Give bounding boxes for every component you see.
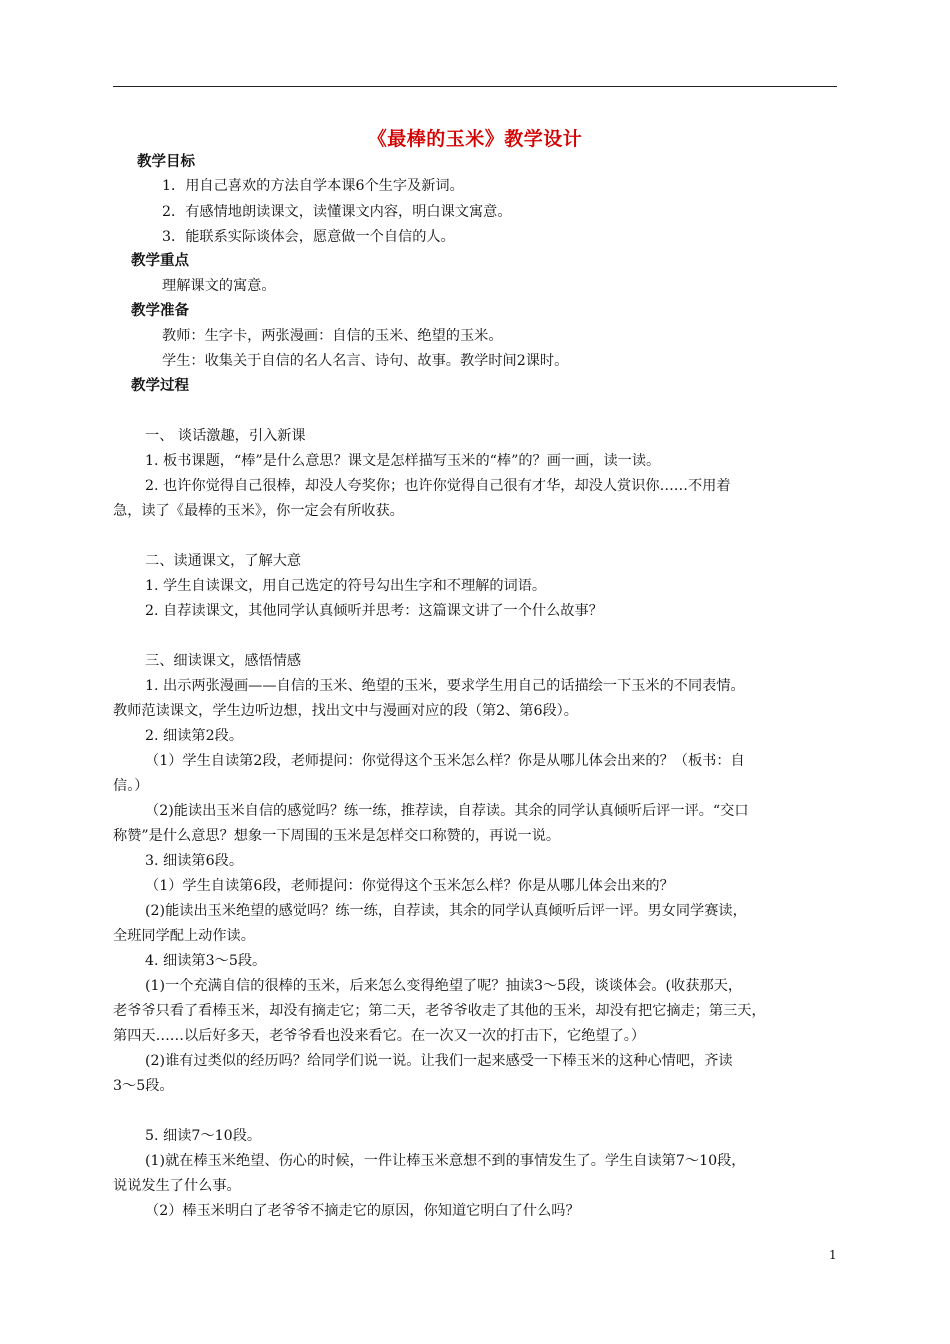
paragraph-line: 2. 也许你觉得自己很棒，却没人夸奖你；也许你觉得自己很有才华，却没人赏识你……不用着 xyxy=(145,478,731,494)
paragraph-line: 第四天……以后好多天，老爷爷看也没来看它。在一次又一次的打击下，它绝望了。） xyxy=(113,1028,646,1044)
paragraph-line: （2）棒玉米明白了老爷爷不摘走它的原因，你知道它明白了什么吗？ xyxy=(145,1203,580,1219)
heading-goals: 教学目标 xyxy=(137,154,195,170)
heading-prep: 教学准备 xyxy=(131,303,189,319)
paragraph-line: 5. 细读7～10段。 xyxy=(145,1128,262,1144)
paragraph-line: 急，读了《最棒的玉米》，你一定会有所收获。 xyxy=(113,503,404,519)
paragraph-line: 1. 学生自读课文，用自己选定的符号勾出生字和不理解的词语。 xyxy=(145,578,547,594)
paragraph-line: 2. 自荐读课文，其他同学认真倾听并思考：这篇课文讲了一个什么故事？ xyxy=(145,603,603,619)
paragraph-line: （1）学生自读第2段，老师提问：你觉得这个玉米怎么样？你是从哪儿体会出来的？（板书：自 xyxy=(145,753,745,769)
section-heading: 一、 谈话激趣，引入新课 xyxy=(145,428,306,444)
paragraph-line: 老爷爷只看了看棒玉米，却没有摘走它；第二天，老爷爷收走了其他的玉米，却没有把它摘走；第三天， xyxy=(113,1003,766,1019)
goal-item: 2．有感情地朗读课文，读懂课文内容，明白课文寓意。 xyxy=(162,204,512,220)
heading-process: 教学过程 xyxy=(131,378,189,394)
paragraph-line: 称赞”是什么意思？想象一下周围的玉米是怎样交口称赞的，再说一说。 xyxy=(113,828,561,844)
goal-item: 1．用自己喜欢的方法自学本课6个生字及新词。 xyxy=(162,178,464,194)
paragraph-line: 信。） xyxy=(113,778,149,794)
paragraph-line: 教师范读课文，学生边听边想，找出文中与漫画对应的段（第2、第6段）。 xyxy=(113,703,578,719)
paragraph-line: (1)一个充满自信的很棒的玉米，后来怎么变得绝望了呢？抽读3～5段，谈谈体会。(收获那天， xyxy=(145,978,743,994)
paragraph-line: 3～5段。 xyxy=(113,1078,174,1094)
paragraph-line: (2)谁有过类似的经历吗？给同学们说一说。让我们一起来感受一下棒玉米的这种心情吧，齐读 xyxy=(145,1053,733,1069)
paragraph-line: 4. 细读第3～5段。 xyxy=(145,953,267,969)
paragraph-line: 2. 细读第2段。 xyxy=(145,728,244,744)
paragraph-line: 3. 细读第6段。 xyxy=(145,853,244,869)
prep-student: 学生：收集关于自信的名人名言、诗句、故事。教学时间2课时。 xyxy=(162,353,569,369)
heading-focus: 教学重点 xyxy=(131,253,189,269)
focus-text: 理解课文的寓意。 xyxy=(162,278,276,294)
section-heading: 二、读通课文，了解大意 xyxy=(145,553,302,569)
paragraph-line: 1. 板书课题，“棒”是什么意思？课文是怎样描写玉米的“棒”的？画一画，读一读。 xyxy=(145,453,661,469)
paragraph-line: （2)能读出玉米自信的感觉吗？练一练，推荐读，自荐读。其余的同学认真倾听后评一评。“交口 xyxy=(145,803,749,819)
paragraph-line: (1)就在棒玉米绝望、伤心的时候，一件让棒玉米意想不到的事情发生了。学生自读第7～10段， xyxy=(145,1153,746,1169)
paragraph-line: (2)能读出玉米绝望的感觉吗？练一练，自荐读，其余的同学认真倾听后评一评。男女同学赛读， xyxy=(145,903,747,919)
paragraph-line: 说说发生了什么事。 xyxy=(113,1178,241,1194)
page-number: 1 xyxy=(829,1248,837,1262)
section-heading: 三、细读课文，感悟情感 xyxy=(145,653,302,669)
header-rule xyxy=(113,86,837,87)
goal-item: 3．能联系实际谈体会，愿意做一个自信的人。 xyxy=(162,229,455,245)
paragraph-line: 全班同学配上动作读。 xyxy=(113,928,255,944)
paragraph-line: 1. 出示两张漫画——自信的玉米、绝望的玉米，要求学生用自己的话描绘一下玉米的不同表情。 xyxy=(145,678,745,694)
document-title: 《最棒的玉米》教学设计 xyxy=(367,128,583,150)
paragraph-line: （1）学生自读第6段，老师提问：你觉得这个玉米怎么样？你是从哪儿体会出来的？ xyxy=(145,878,674,894)
prep-teacher: 教师：生字卡，两张漫画：自信的玉米、绝望的玉米。 xyxy=(162,328,503,344)
